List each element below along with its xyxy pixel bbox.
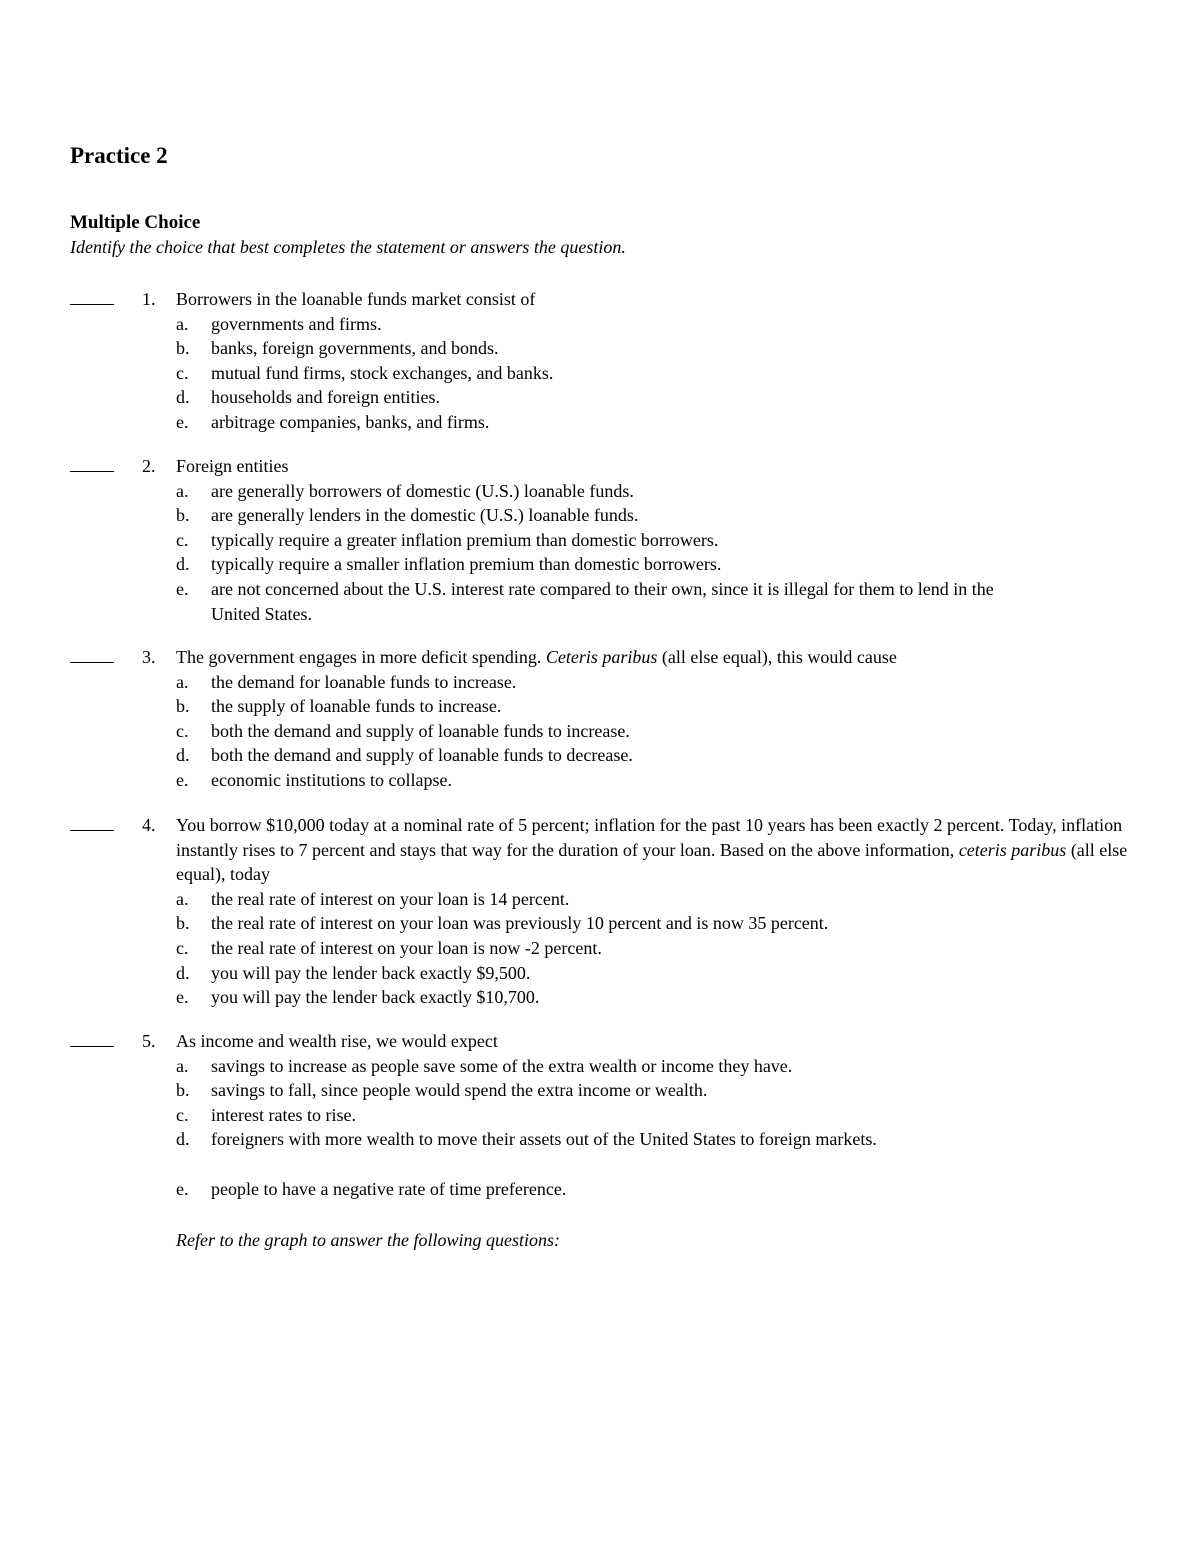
option-letter: d. <box>176 962 190 983</box>
option-text: governments and firms. <box>211 313 382 334</box>
option-letter: a. <box>176 671 189 692</box>
question-number: 1. <box>142 289 156 309</box>
option-text: the real rate of interest on your loan was previously 10 percent and is now 35 percent. <box>211 913 829 934</box>
option-letter: e. <box>176 578 189 599</box>
stem-text: The government engages in more deficit spending. <box>176 647 546 667</box>
option-letter: b. <box>176 505 190 526</box>
option-text: both the demand and supply of loanable funds to decrease. <box>211 745 633 766</box>
option-text: mutual fund firms, stock exchanges, and banks. <box>211 362 554 383</box>
option-letter: d. <box>176 745 190 766</box>
question-number: 3. <box>142 647 156 667</box>
option-text: are generally borrowers of domestic (U.S.) loanable funds. <box>211 480 634 501</box>
option-text: typically require a greater inflation premium than domestic borrowers. <box>211 529 719 550</box>
option-text: the demand for loanable funds to increase. <box>211 671 517 692</box>
option-text: foreigners with more wealth to move their assets out of the United States to foreign markets. <box>211 1129 877 1150</box>
option-letter: b. <box>176 913 190 934</box>
option-text: the real rate of interest on your loan is now -2 percent. <box>211 937 602 958</box>
latin-phrase: Ceteris paribus <box>545 647 658 667</box>
question-stem <box>176 645 1136 670</box>
option-letter: c. <box>176 937 189 958</box>
option-letter: a. <box>176 1055 189 1076</box>
question-number: 4. <box>142 815 156 835</box>
option-letter: e. <box>176 987 189 1008</box>
option-text: people to have a negative rate of time preference. <box>211 1178 567 1199</box>
option-letter: c. <box>176 1104 189 1125</box>
option-text: you will pay the lender back exactly $9,500. <box>211 962 531 983</box>
question-stem: As income and wealth rise, we would expect <box>176 1031 498 1051</box>
option-text: are generally lenders in the domestic (U.S.) loanable funds. <box>211 505 639 526</box>
answer-blank[interactable] <box>70 830 114 831</box>
option-letter: a. <box>176 480 189 501</box>
option-text: arbitrage companies, banks, and firms. <box>211 411 490 432</box>
option-text: typically require a smaller inflation premium than domestic borrowers. <box>211 554 722 575</box>
option-letter: a. <box>176 313 189 334</box>
question-number: 2. <box>142 456 156 476</box>
question-number: 5. <box>142 1031 156 1051</box>
question-stem <box>176 813 1136 887</box>
option-letter: a. <box>176 888 189 909</box>
option-text: both the demand and supply of loanable funds to increase. <box>211 720 630 741</box>
question-stem: Borrowers in the loanable funds market consist of <box>176 289 536 309</box>
option-letter: b. <box>176 1080 190 1101</box>
option-letter: e. <box>176 769 189 790</box>
option-letter: c. <box>176 720 189 741</box>
option-letter: d. <box>176 554 190 575</box>
option-text: economic institutions to collapse. <box>211 769 452 790</box>
option-text: are not concerned about the U.S. interest rate compared to their own, since it is illegal for them to lend in the United States. <box>211 578 994 624</box>
answer-blank[interactable] <box>70 662 114 663</box>
answer-blank[interactable] <box>70 304 114 305</box>
stem-text: You borrow $10,000 today at a nominal rate of 5 percent; inflation for the past 10 years has been exactly 2 percent. Today, inflation instantly rises to 7 percent and stays that way for the duration of your loan. Based on the above information, <box>176 815 1123 860</box>
instructions: Identify the choice that best completes the statement or answers the question. <box>70 237 626 257</box>
option-letter: c. <box>176 362 189 383</box>
answer-blank[interactable] <box>70 1046 114 1047</box>
option-letter: d. <box>176 1129 190 1150</box>
page-title: Practice 2 <box>70 143 168 168</box>
option-text: interest rates to rise. <box>211 1104 356 1125</box>
section-title: Multiple Choice <box>70 212 201 233</box>
option-letter: e. <box>176 1178 189 1199</box>
option-letter: c. <box>176 529 189 550</box>
question-stem: Foreign entities <box>176 456 289 476</box>
stem-text: (all else equal), this would cause <box>657 647 897 667</box>
option-text: you will pay the lender back exactly $10,700. <box>211 987 540 1008</box>
option-text: savings to fall, since people would spend the extra income or wealth. <box>211 1080 708 1101</box>
option-text: households and foreign entities. <box>211 387 440 408</box>
graph-reference-note: Refer to the graph to answer the following questions: <box>176 1230 560 1250</box>
option-text: banks, foreign governments, and bonds. <box>211 338 499 359</box>
option-letter: d. <box>176 387 190 408</box>
option-letter: b. <box>176 696 190 717</box>
option-text: the supply of loanable funds to increase. <box>211 696 502 717</box>
option-letter: e. <box>176 411 189 432</box>
answer-blank[interactable] <box>70 471 114 472</box>
latin-phrase: ceteris paribus <box>958 839 1067 860</box>
option-text: the real rate of interest on your loan is 14 percent. <box>211 888 570 909</box>
option-letter: b. <box>176 338 190 359</box>
option-text: savings to increase as people save some of the extra wealth or income they have. <box>211 1055 793 1076</box>
stem-text: (all else equal), today <box>176 839 1128 885</box>
